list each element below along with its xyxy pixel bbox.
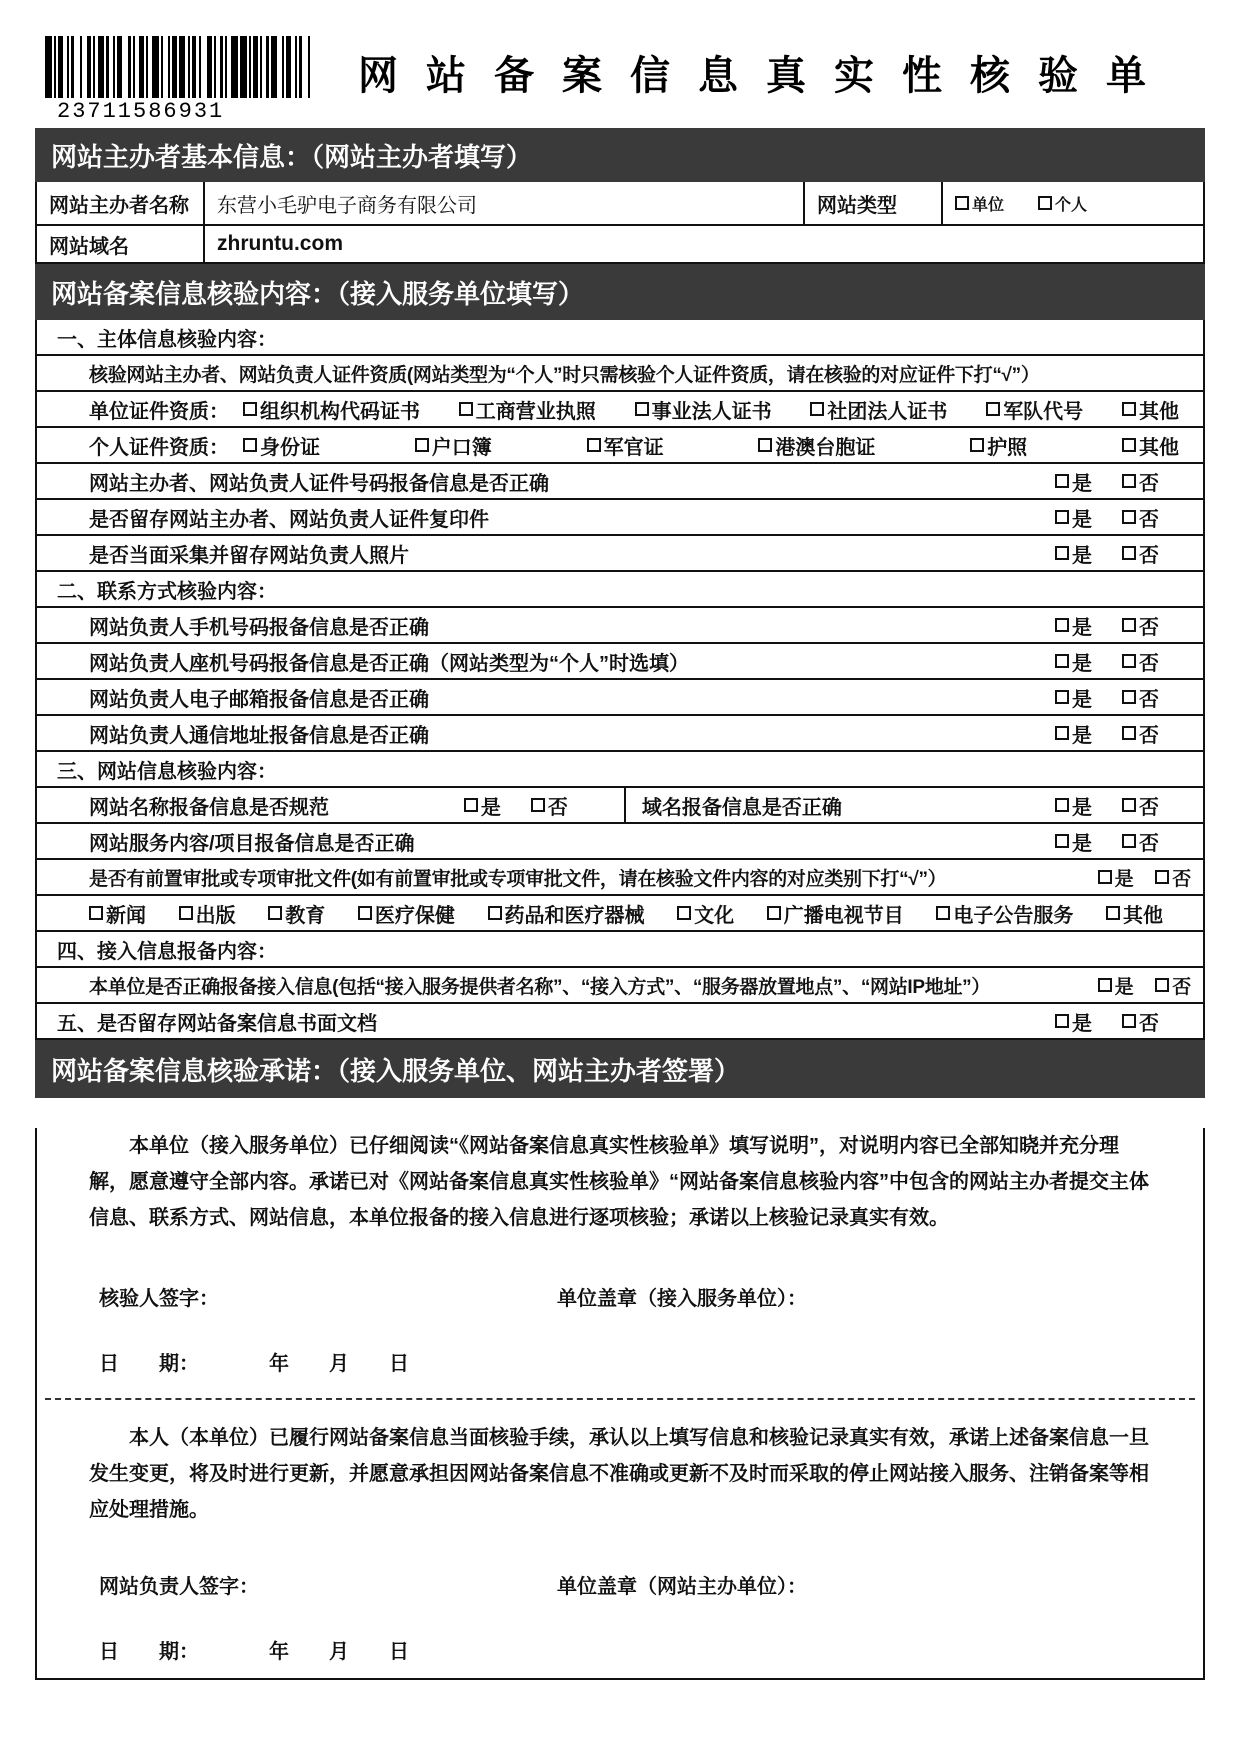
checkbox-label: 广播电视节目 (783, 904, 904, 927)
section-header-commitment-label: 网站备案信息核验承诺：（接入服务单位、网站主办者签署） (51, 1055, 741, 1086)
checkbox-label: 社团法人证书 (827, 400, 948, 423)
checkbox-label: 否 (1139, 472, 1159, 495)
checkbox-label: 否 (1139, 796, 1159, 819)
yes-no-group (1055, 539, 1203, 568)
checkbox-icon[interactable] (1122, 798, 1136, 812)
checkbox-option[interactable] (488, 899, 645, 928)
question-row (37, 680, 1203, 716)
checkbox-label: 否 (1139, 724, 1159, 747)
checkbox-label: 电子公告服务 (953, 904, 1074, 927)
part4-title: 四、接入信息报备内容： (57, 940, 277, 963)
part1-note-row (37, 356, 1203, 392)
checkbox-icon[interactable] (1098, 870, 1112, 884)
commitment-box (35, 1128, 1205, 1680)
isp-seal-label: 单位盖章（接入服务单位）： (557, 1288, 807, 1310)
checkbox-option[interactable] (587, 431, 664, 460)
yes-no-group (1055, 467, 1203, 496)
checkbox-icon[interactable] (1122, 510, 1136, 524)
checkbox-option[interactable] (970, 431, 1027, 460)
personal-cert-row (37, 428, 1203, 464)
checkbox-label: 否 (1172, 868, 1191, 890)
checkbox-label: 军官证 (603, 436, 664, 459)
checkbox-icon[interactable] (1122, 654, 1136, 668)
checkbox-icon[interactable] (1055, 510, 1069, 524)
checkbox-icon[interactable] (1155, 978, 1169, 992)
checkbox-label: 否 (1172, 976, 1191, 998)
checkbox-icon[interactable] (358, 906, 372, 920)
checkbox-option[interactable] (243, 395, 420, 424)
question-label: 网站名称报备信息是否规范 (89, 796, 329, 819)
checkbox-label: 军队代号 (1003, 400, 1084, 423)
no-checkbox[interactable] (1122, 719, 1159, 748)
checkbox-icon[interactable] (1106, 906, 1120, 920)
yes-no-group (464, 791, 624, 820)
no-checkbox[interactable] (1155, 864, 1191, 891)
checkbox-icon[interactable] (243, 402, 257, 416)
question-label: 网站服务内容/项目报备信息是否正确 (89, 832, 415, 855)
checkbox-icon[interactable] (464, 798, 478, 812)
dashed-divider (45, 1398, 1195, 1400)
question-label: 网站负责人通信地址报备信息是否正确 (89, 724, 429, 747)
checkbox-option[interactable] (986, 395, 1083, 424)
checkbox-label: 医疗保健 (374, 904, 455, 927)
owner-date-line: 日 期： 年 月 日 (99, 1641, 409, 1663)
domain-label: 网站域名 (37, 226, 205, 262)
question-row (37, 500, 1203, 536)
question-row (37, 716, 1203, 752)
checkbox-label: 其他 (1138, 436, 1179, 459)
no-checkbox[interactable] (1122, 1007, 1159, 1036)
checkbox-label: 出版 (195, 904, 236, 927)
checkbox-option[interactable] (767, 899, 904, 928)
checkbox-icon[interactable] (243, 438, 257, 452)
checkbox-option[interactable] (179, 899, 236, 928)
checkbox-option[interactable] (1122, 431, 1179, 460)
checkbox-icon[interactable] (1122, 438, 1136, 452)
checkbox-icon[interactable] (1122, 474, 1136, 488)
checkbox-label: 否 (1139, 832, 1159, 855)
checkbox-label: 是 (1072, 832, 1092, 855)
checkbox-label: 文化 (694, 904, 735, 927)
barcode (35, 36, 327, 98)
no-checkbox[interactable] (1155, 972, 1191, 999)
checkbox-label: 组织机构代码证书 (260, 400, 420, 423)
checkbox-icon[interactable] (179, 906, 193, 920)
checkbox-label: 其他 (1123, 904, 1163, 927)
checkbox-icon[interactable] (89, 906, 103, 920)
checkbox-label: 是 (1072, 688, 1092, 711)
question-label: 网站负责人电子邮箱报备信息是否正确 (89, 688, 429, 711)
isp-signature-row (99, 1282, 1163, 1311)
no-checkbox[interactable] (1122, 683, 1159, 712)
checkbox-label: 药品和医疗器械 (504, 904, 645, 927)
question-label: 本单位是否正确报备接入信息(包括“接入服务提供者名称”、“接入方式”、“服务器放置地点”、“网站IP地址”） (89, 976, 991, 998)
checkbox-option[interactable] (1038, 192, 1087, 215)
yes-checkbox[interactable] (464, 791, 501, 820)
yes-checkbox[interactable] (1055, 1007, 1092, 1036)
checkbox-label: 否 (1139, 544, 1159, 567)
approval-categories-row (37, 896, 1203, 932)
checkbox-icon[interactable] (415, 438, 429, 452)
no-checkbox[interactable] (1122, 539, 1159, 568)
section-header-verification (35, 264, 1205, 320)
yes-no-group (1055, 683, 1203, 712)
checkbox-label: 否 (547, 796, 568, 819)
yes-no-group (1055, 791, 1203, 820)
checkbox-label: 单位 (972, 196, 1005, 214)
checkbox-icon[interactable] (767, 906, 781, 920)
checkbox-label: 身份证 (260, 436, 320, 459)
yes-no-group (1055, 647, 1203, 676)
yes-checkbox[interactable] (1055, 791, 1092, 820)
checkbox-label: 是 (1072, 508, 1092, 531)
preapproval-question-row (37, 860, 1203, 896)
domain-row (37, 226, 1203, 264)
question-label: 是否留存网站主办者、网站负责人证件复印件 (89, 508, 489, 531)
yes-checkbox[interactable] (1055, 503, 1092, 532)
site-type-options (943, 182, 1203, 224)
checkbox-label: 否 (1139, 616, 1159, 639)
yes-checkbox[interactable] (1055, 827, 1092, 856)
domain-value: zhruntu.com (217, 232, 343, 255)
question-row (37, 608, 1203, 644)
yes-no-group (1055, 611, 1203, 640)
checkbox-icon[interactable] (1055, 834, 1069, 848)
checkbox-option[interactable] (358, 899, 455, 928)
responsible-sign-label: 网站负责人签字： (99, 1576, 259, 1598)
no-checkbox[interactable] (1122, 467, 1159, 496)
owner-signature-row (99, 1570, 1163, 1599)
yes-no-group (1098, 864, 1203, 891)
checkbox-label: 是 (1072, 796, 1092, 819)
owner-name-value: 东营小毛驴电子商务有限公司 (205, 182, 805, 224)
checkbox-label: 新闻 (106, 904, 146, 927)
yes-no-group (1055, 719, 1203, 748)
checkbox-label: 是 (1072, 652, 1092, 675)
yes-no-group (1098, 972, 1203, 999)
commitment-paragraph-owner: 本人（本单位）已履行网站备案信息当面核验手续，承认以上填写信息和核验记录真实有效，承诺上述备案信息一旦发生变更，将及时进行更新，并愿意承担因网站备案信息不准确或更新不及时而采取的停止网站接入服务、注销备案等相应处理措施。 (89, 1427, 1149, 1521)
section-header-owner-label: 网站主办者基本信息：（网站主办者填写） (51, 141, 533, 172)
checkbox-option[interactable] (677, 899, 734, 928)
checkbox-icon[interactable] (810, 402, 824, 416)
yes-checkbox[interactable] (1055, 647, 1092, 676)
site-type-label: 网站类型 (805, 182, 943, 224)
document-header (35, 26, 1205, 128)
org-cert-options (243, 395, 1203, 424)
org-cert-row (37, 392, 1203, 428)
personal-cert-label: 个人证件资质： (89, 436, 229, 459)
question-label: 网站负责人座机号码报备信息是否正确（网站类型为“个人”时选填） (89, 652, 689, 675)
checkbox-icon[interactable] (531, 798, 545, 812)
checkbox-label: 是 (1072, 472, 1092, 495)
section-header-verification-label: 网站备案信息核验内容：（接入服务单位填写） (51, 278, 585, 309)
checkbox-icon[interactable] (1055, 474, 1069, 488)
approval-categories (37, 899, 1203, 928)
section-header-commitment (35, 1040, 1205, 1098)
access-question-row (37, 968, 1203, 1004)
part3-title-row (37, 752, 1203, 788)
checkbox-option[interactable] (268, 899, 325, 928)
question-row (37, 824, 1203, 860)
part4-title-row (37, 932, 1203, 968)
checkbox-icon[interactable] (1038, 196, 1052, 210)
part2-title-row (37, 572, 1203, 608)
checkbox-icon[interactable] (1055, 798, 1069, 812)
isp-date-line: 日 期： 年 月 日 (99, 1353, 409, 1375)
checkbox-label: 是 (1114, 868, 1134, 890)
part1-note: 核验网站主办者、网站负责人证件资质(网站类型为“个人”时只需核验个人证件资质，请在核验的对应证件下打“√”） (89, 364, 1040, 386)
domain-question-cell (626, 791, 1203, 820)
checkbox-label: 是 (1072, 616, 1092, 639)
checkbox-icon[interactable] (1122, 726, 1136, 740)
checkbox-label: 否 (1139, 688, 1159, 711)
checkbox-option[interactable] (415, 431, 492, 460)
checkbox-label: 是 (1114, 976, 1134, 998)
checkbox-icon[interactable] (268, 906, 282, 920)
checkbox-label: 护照 (987, 436, 1028, 459)
question-label: 是否当面采集并留存网站负责人照片 (89, 544, 409, 567)
question-row (37, 536, 1203, 572)
checkbox-label: 是 (1072, 544, 1092, 567)
yes-checkbox[interactable] (1055, 683, 1092, 712)
checkbox-icon[interactable] (758, 438, 772, 452)
site-name-question-cell (37, 788, 626, 822)
checkbox-label: 其他 (1138, 400, 1179, 423)
checkbox-option[interactable] (810, 395, 947, 424)
section-header-owner-info (35, 128, 1205, 182)
yes-checkbox[interactable] (1098, 864, 1134, 891)
checkbox-option[interactable] (635, 395, 772, 424)
checkbox-icon[interactable] (1155, 870, 1169, 884)
checkbox-icon[interactable] (1055, 690, 1069, 704)
checkbox-icon[interactable] (1055, 654, 1069, 668)
split-question-row (37, 788, 1203, 824)
question-label: 是否有前置审批或专项审批文件(如有前置审批或专项审批文件，请在核验文件内容的对应类别下打“√”） (89, 868, 947, 890)
page-title: 网站备案信息真实性核验单 (358, 54, 1174, 98)
no-checkbox[interactable] (1122, 611, 1159, 640)
checkbox-option[interactable] (955, 192, 1004, 215)
checkbox-icon[interactable] (936, 906, 950, 920)
checkbox-icon[interactable] (635, 402, 649, 416)
yes-checkbox[interactable] (1055, 539, 1092, 568)
checkbox-option[interactable] (89, 899, 146, 928)
yes-checkbox[interactable] (1055, 719, 1092, 748)
barcode-block (35, 26, 327, 124)
checkbox-label: 否 (1139, 1012, 1159, 1035)
checkbox-label: 工商营业执照 (475, 400, 596, 423)
part5-row (37, 1004, 1203, 1040)
no-checkbox[interactable] (1122, 503, 1159, 532)
personal-cert-options (243, 431, 1203, 460)
owner-seal-label: 单位盖章（网站主办单位）： (557, 1576, 807, 1598)
checkbox-icon[interactable] (1122, 834, 1136, 848)
part1-title-row (37, 320, 1203, 356)
verification-table (35, 320, 1205, 1040)
checkbox-icon[interactable] (970, 438, 984, 452)
yes-checkbox[interactable] (1098, 972, 1134, 999)
part2-title: 二、联系方式核验内容： (57, 580, 277, 603)
no-checkbox[interactable] (531, 791, 568, 820)
verifier-sign-label: 核验人签字： (99, 1288, 219, 1310)
checkbox-option[interactable] (1106, 899, 1163, 928)
question-row (37, 644, 1203, 680)
checkbox-icon[interactable] (1122, 1014, 1136, 1028)
owner-info-table (35, 182, 1205, 264)
checkbox-label: 户口簿 (431, 436, 492, 459)
yes-checkbox[interactable] (1055, 611, 1092, 640)
no-checkbox[interactable] (1122, 791, 1159, 820)
question-label: 网站主办者、网站负责人证件号码报备信息是否正确 (89, 472, 549, 495)
checkbox-option[interactable] (936, 899, 1073, 928)
checkbox-label: 否 (1139, 652, 1159, 675)
checkbox-icon[interactable] (459, 402, 473, 416)
yes-no-group (1055, 503, 1203, 532)
barcode-number: 23711586931 (57, 99, 225, 124)
checkbox-label: 个人 (1055, 196, 1088, 214)
checkbox-icon[interactable] (677, 906, 691, 920)
org-cert-label: 单位证件资质： (89, 400, 229, 423)
checkbox-option[interactable] (459, 395, 596, 424)
yes-no-group (1055, 827, 1203, 856)
checkbox-option[interactable] (758, 431, 875, 460)
checkbox-option[interactable] (1122, 395, 1179, 424)
checkbox-icon[interactable] (1055, 726, 1069, 740)
yes-no-group (1055, 1007, 1203, 1036)
checkbox-icon[interactable] (1122, 618, 1136, 632)
checkbox-label: 否 (1139, 508, 1159, 531)
checkbox-icon[interactable] (587, 438, 601, 452)
checkbox-icon[interactable] (986, 402, 1000, 416)
checkbox-icon[interactable] (1055, 1014, 1069, 1028)
checkbox-icon[interactable] (1122, 690, 1136, 704)
question-label: 域名报备信息是否正确 (641, 796, 842, 819)
no-checkbox[interactable] (1122, 827, 1159, 856)
owner-name-label: 网站主办者名称 (37, 182, 205, 224)
checkbox-icon[interactable] (1122, 402, 1136, 416)
yes-checkbox[interactable] (1055, 467, 1092, 496)
checkbox-icon[interactable] (1055, 618, 1069, 632)
no-checkbox[interactable] (1122, 647, 1159, 676)
checkbox-label: 是 (1072, 1012, 1092, 1035)
commitment-paragraph-isp: 本单位（接入服务单位）已仔细阅读“《网站备案信息真实性核验单》填写说明”，对说明内容已全部知晓并充分理解，愿意遵守全部内容。承诺已对《网站备案信息真实性核验单》“网站备案信息核验内容”中包含的网站主办者提交主体信息、联系方式、网站信息，本单位报备的接入信息进行逐项核验；承诺以上核验记录真实有效。 (89, 1135, 1149, 1229)
checkbox-icon[interactable] (1122, 546, 1136, 560)
part3-title: 三、网站信息核验内容： (57, 760, 277, 783)
checkbox-label: 教育 (285, 904, 326, 927)
checkbox-icon[interactable] (488, 906, 502, 920)
question-label: 网站负责人手机号码报备信息是否正确 (89, 616, 429, 639)
part1-title: 一、主体信息核验内容： (57, 328, 277, 351)
question-row (37, 464, 1203, 500)
owner-name-row (37, 182, 1203, 226)
checkbox-option[interactable] (243, 431, 320, 460)
checkbox-label: 是 (480, 796, 501, 819)
checkbox-icon[interactable] (955, 196, 969, 210)
checkbox-icon[interactable] (1055, 546, 1069, 560)
checkbox-label: 事业法人证书 (651, 400, 772, 423)
part5-title: 五、是否留存网站备案信息书面文档 (57, 1012, 377, 1035)
checkbox-icon[interactable] (1098, 978, 1112, 992)
checkbox-label: 港澳台胞证 (775, 436, 876, 459)
checkbox-label: 是 (1072, 724, 1092, 747)
